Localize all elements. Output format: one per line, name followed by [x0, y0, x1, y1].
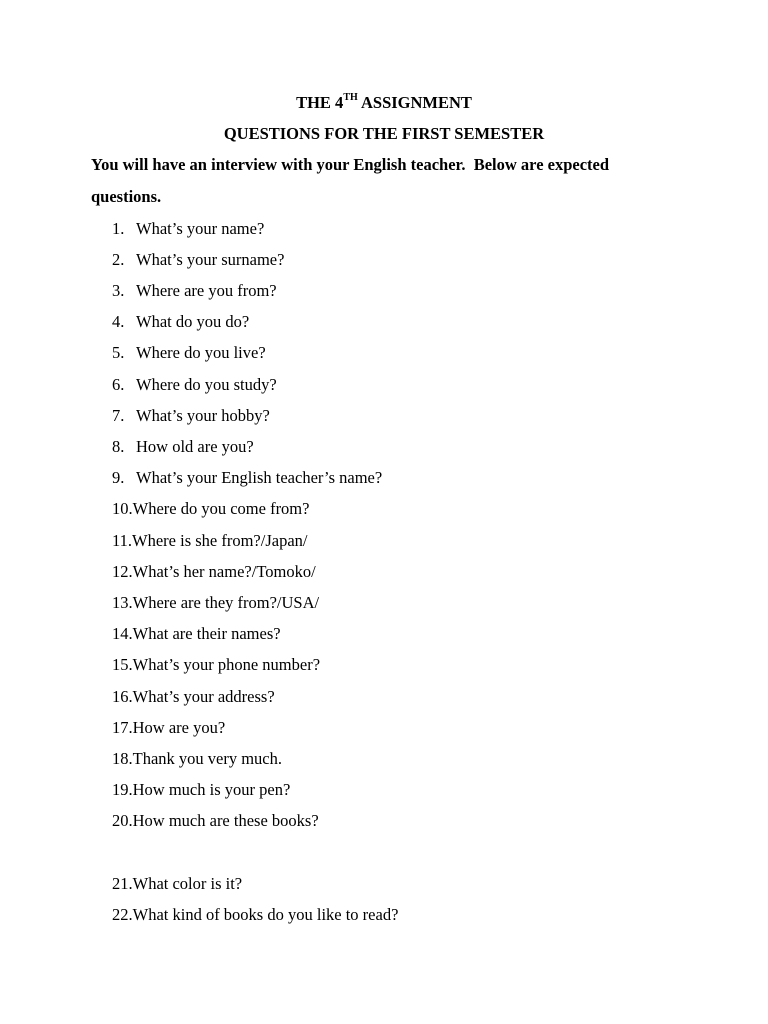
- title-suffix: ASSIGNMENT: [357, 93, 472, 112]
- intro-line-2: questions.: [91, 187, 162, 206]
- question-item: [112, 531, 308, 551]
- question-text: Where do you come from?: [132, 499, 310, 518]
- question-item: [112, 874, 242, 894]
- question-text: What kind of books do you like to read?: [132, 905, 399, 924]
- question-item: [112, 687, 275, 707]
- question-item: [112, 593, 319, 613]
- question-number: 9.: [112, 468, 125, 487]
- question-number: 18.: [112, 749, 133, 768]
- question-text: How are you?: [132, 718, 226, 737]
- question-number: 19.: [112, 780, 133, 799]
- question-number: 1.: [112, 219, 125, 238]
- question-item: [112, 562, 316, 582]
- question-item: [112, 406, 270, 426]
- question-text: Thank you very much.: [132, 749, 283, 768]
- question-item: [112, 718, 225, 738]
- question-text: What’s your surname?: [136, 250, 285, 269]
- semester-title: QUESTIONS FOR THE FIRST SEMESTER: [223, 124, 545, 143]
- question-text: What’s your hobby?: [136, 406, 270, 425]
- question-text: What are their names?: [132, 624, 281, 643]
- question-item: [112, 219, 264, 239]
- question-item: [112, 780, 290, 800]
- question-number: 2.: [112, 250, 125, 269]
- question-text: What do you do?: [136, 312, 250, 331]
- question-text: How much is your pen?: [132, 780, 291, 799]
- question-number: 4.: [112, 312, 125, 331]
- question-text: How old are you?: [136, 437, 254, 456]
- question-text: Where do you study?: [136, 375, 277, 394]
- question-number: 17.: [112, 718, 133, 737]
- question-number: 5.: [112, 343, 125, 362]
- question-number: 6.: [112, 375, 125, 394]
- question-item: [112, 343, 266, 363]
- assignment-title: [0, 93, 768, 113]
- question-number: 12.: [112, 562, 133, 581]
- question-number: 21.: [112, 874, 133, 893]
- question-text: Where do you live?: [136, 343, 266, 362]
- question-item: [112, 250, 284, 270]
- question-text: What’s her name?/Tomoko/: [132, 562, 316, 581]
- question-item: [112, 499, 309, 519]
- question-number: 15.: [112, 655, 133, 674]
- question-number: 22.: [112, 905, 133, 924]
- question-item: [112, 281, 277, 301]
- question-number: 20.: [112, 811, 133, 830]
- question-number: 16.: [112, 687, 133, 706]
- question-item: [112, 624, 281, 644]
- question-item: [112, 749, 282, 769]
- question-item: [112, 437, 254, 457]
- title-superscript: TH: [343, 91, 358, 103]
- question-number: 3.: [112, 281, 125, 300]
- question-text: Where are you from?: [136, 281, 277, 300]
- question-number: 14.: [112, 624, 133, 643]
- question-item: [112, 655, 320, 675]
- title-prefix: THE 4: [296, 93, 344, 112]
- question-text: What’s your phone number?: [132, 655, 321, 674]
- question-number: 10.: [112, 499, 133, 518]
- question-text: What’s your address?: [132, 687, 275, 706]
- question-item: [112, 312, 249, 332]
- question-item: [112, 811, 319, 831]
- question-item: [112, 905, 398, 925]
- intro-line-1: You will have an interview with your English teacher. Below are expected: [91, 155, 610, 174]
- question-item: [112, 468, 382, 488]
- question-number: 11.: [112, 531, 133, 550]
- question-item: [112, 375, 277, 395]
- question-number: 8.: [112, 437, 125, 456]
- question-number: 7.: [112, 406, 125, 425]
- question-text: What’s your name?: [136, 219, 265, 238]
- question-text: What’s your English teacher’s name?: [136, 468, 383, 487]
- question-text: What color is it?: [132, 874, 243, 893]
- question-number: 13.: [112, 593, 133, 612]
- question-text: How much are these books?: [132, 811, 319, 830]
- question-text: Where is she from?/Japan/: [132, 531, 308, 550]
- question-text: Where are they from?/USA/: [132, 593, 320, 612]
